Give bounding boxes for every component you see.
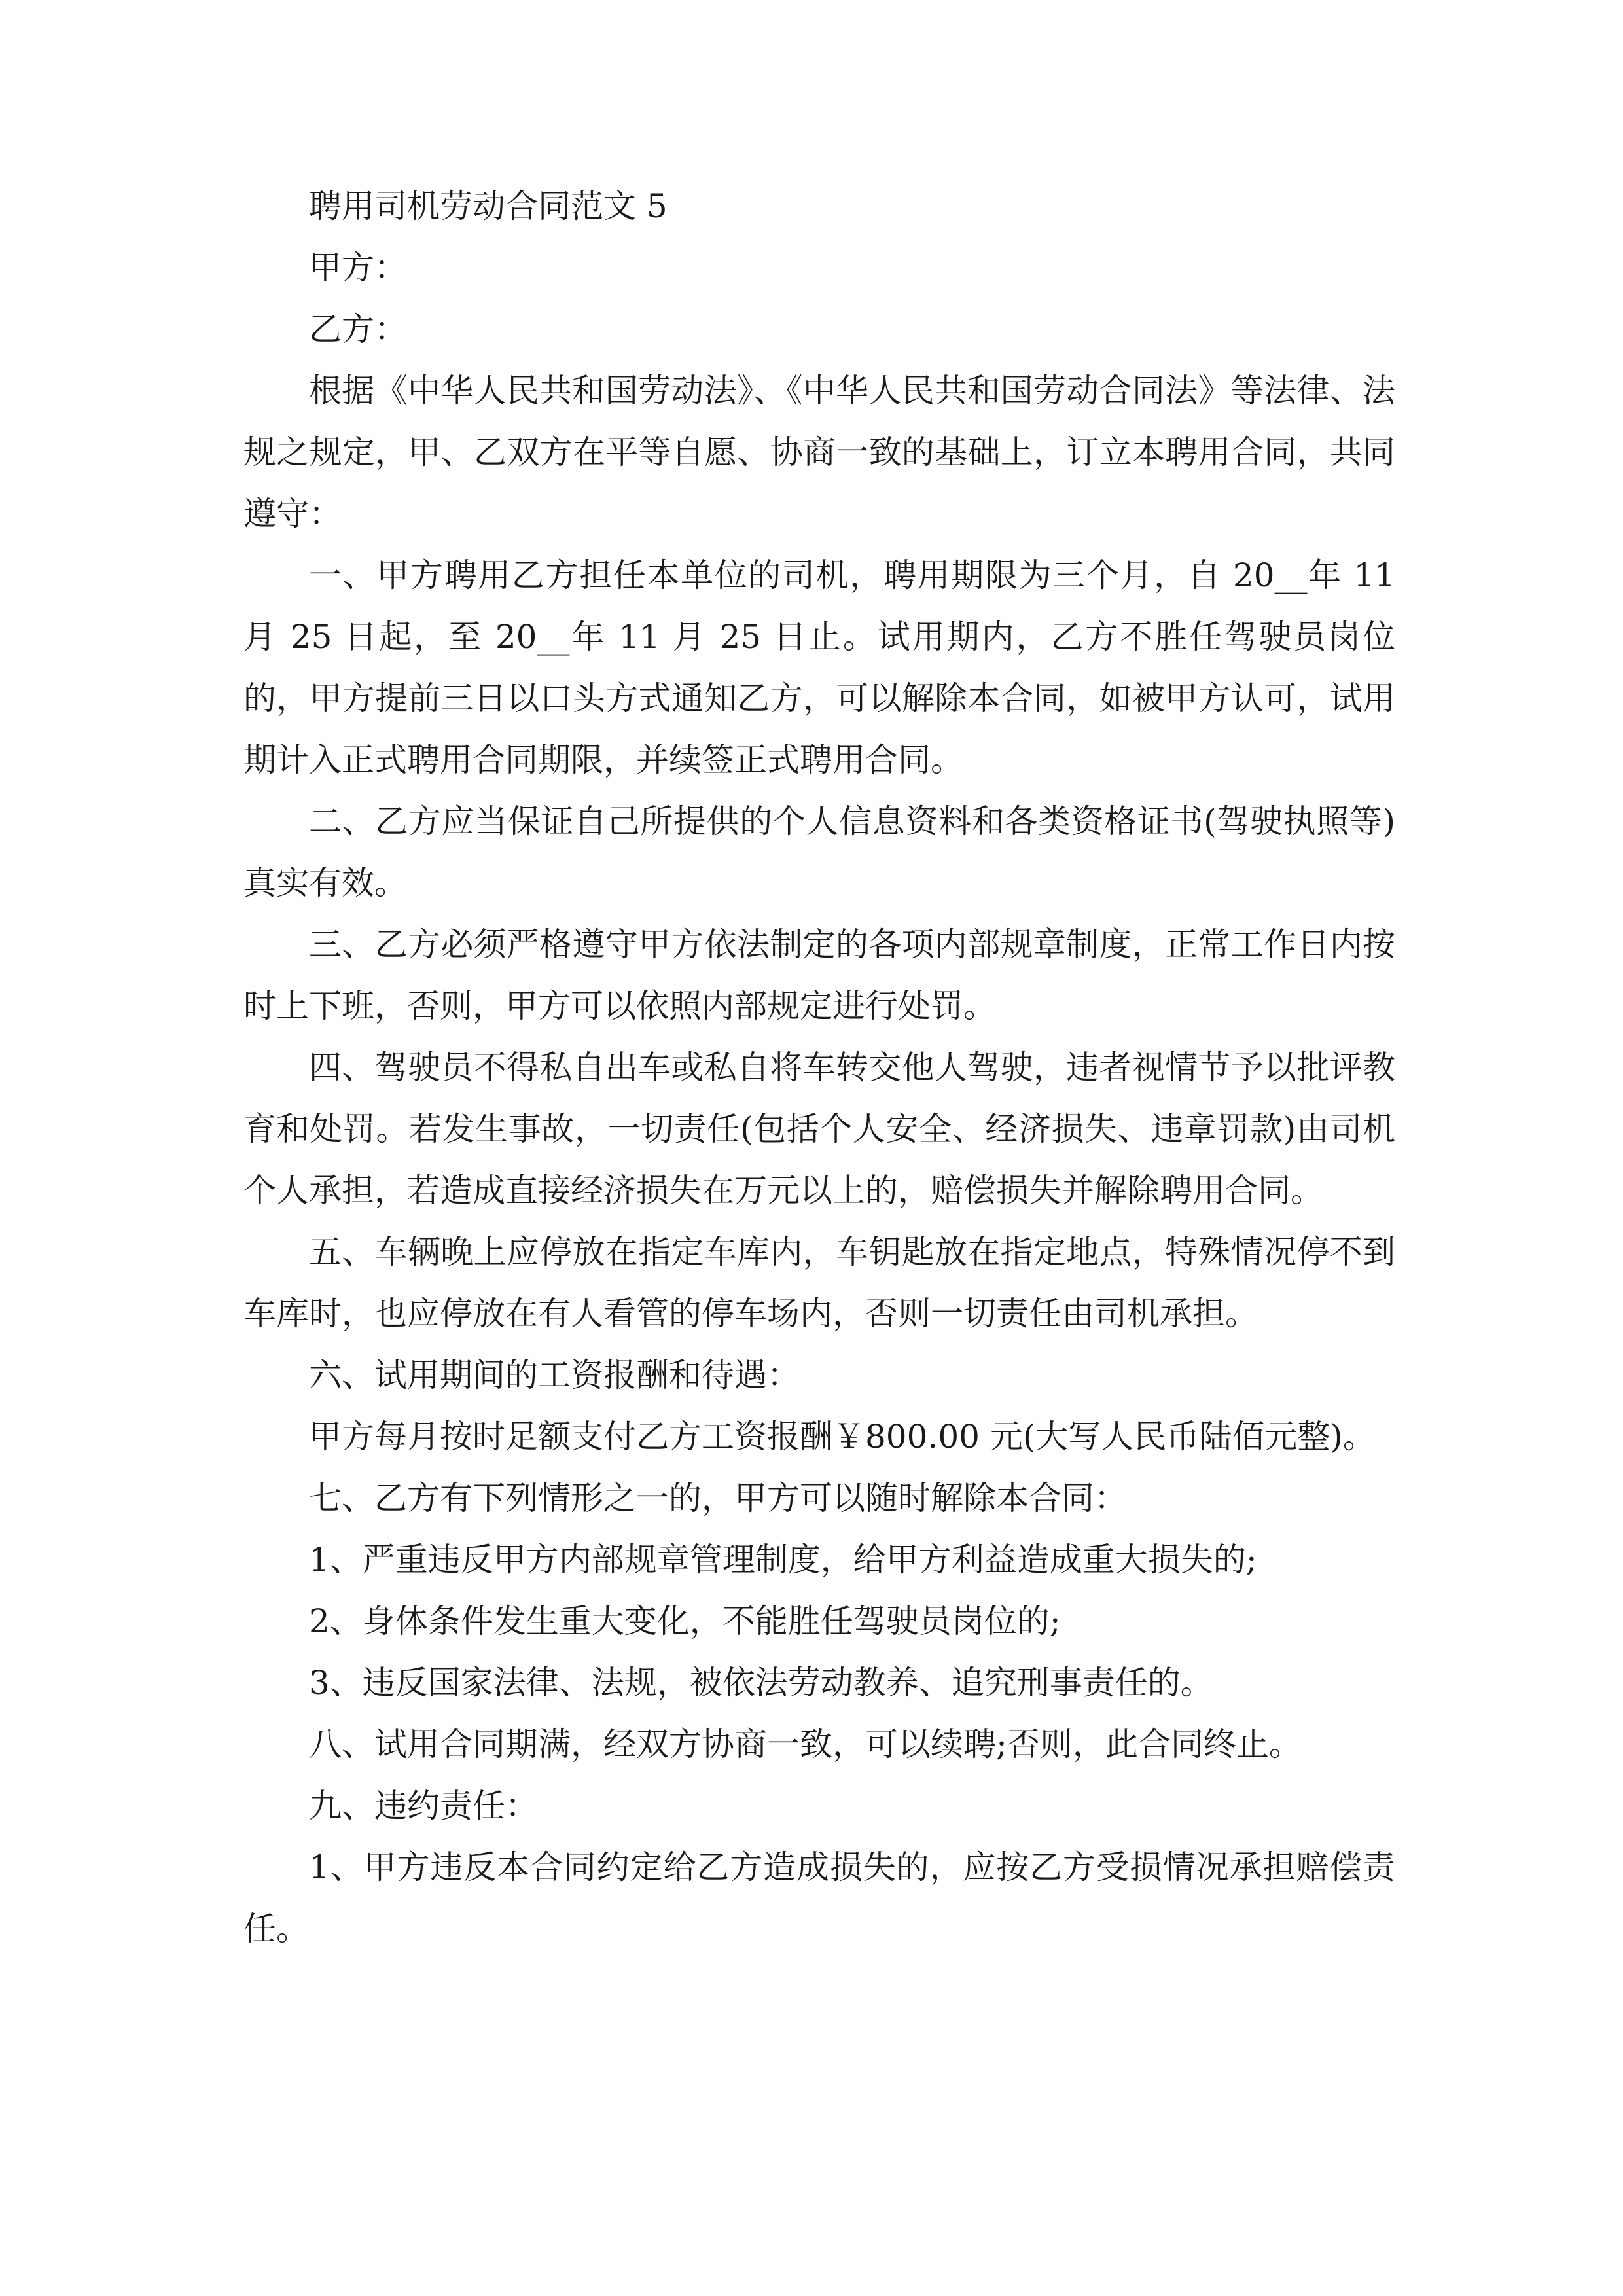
clause-6-heading: 六、试用期间的工资报酬和待遇： [309, 1356, 800, 1394]
clause-9-item-1: 1、甲方违反本合同约定给乙方造成损失的，应按乙方受损情况承担赔偿责任。 [243, 1848, 1395, 1948]
party-b-line: 乙方： [309, 310, 407, 348]
clause-1-paragraph: 一、甲方聘用乙方担任本单位的司机，聘用期限为三个月，自 20__年 11 月 25 日起，至 20__年 11 月 25 日止。试用期内，乙方不胜任驾驶员岗位的，甲方提前三日以口头方式通知乙方，可以解除本合同，如被甲方认可，试用期计入正式聘用合同期限，并续签正式聘用合同。 [243, 556, 1395, 779]
document-title: 聘用司机劳动合同范文 5 [309, 187, 668, 225]
clause-3-paragraph: 三、乙方必须严格遵守甲方依法制定的各项内部规章制度，正常工作日内按时上下班，否则，甲方可以依照内部规定进行处罚。 [243, 925, 1395, 1025]
clause-9-heading: 九、违约责任： [309, 1787, 538, 1825]
clause-8-paragraph: 八、试用合同期满，经双方协商一致，可以续聘;否则，此合同终止。 [309, 1725, 1302, 1763]
clause-5-paragraph: 五、车辆晚上应停放在指定车库内，车钥匙放在指定地点，特殊情况停不到车库时，也应停放在有人看管的停车场内，否则一切责任由司机承担。 [243, 1233, 1395, 1333]
clause-7-item-3: 3、违反国家法律、法规，被依法劳动教养、追究刑事责任的。 [309, 1664, 1213, 1702]
clause-7-heading: 七、乙方有下列情形之一的，甲方可以随时解除本合同： [309, 1479, 1127, 1517]
party-a-line: 甲方： [309, 249, 407, 287]
preamble-paragraph: 根据《中华人民共和国劳动法》、《中华人民共和国劳动合同法》等法律、法规之规定，甲、乙双方在平等自愿、协商一致的基础上，订立本聘用合同，共同遵守： [243, 372, 1395, 533]
clause-2-paragraph: 二、乙方应当保证自己所提供的个人信息资料和各类资格证书(驾驶执照等)真实有效。 [243, 802, 1395, 902]
clause-4-paragraph: 四、驾驶员不得私自出车或私自将车转交他人驾驶，违者视情节予以批评教育和处罚。若发生事故，一切责任(包括个人安全、经济损失、违章罚款)由司机个人承担，若造成直接经济损失在万元以上的，赔偿损失并解除聘用合同。 [243, 1049, 1395, 1210]
clause-6-salary-paragraph: 甲方每月按时足额支付乙方工资报酬￥800.00 元(大写人民币陆佰元整)。 [309, 1418, 1376, 1456]
clause-7-item-2: 2、身体条件发生重大变化，不能胜任驾驶员岗位的; [309, 1602, 1061, 1640]
document-body [243, 175, 1395, 1960]
clause-7-item-1: 1、严重违反甲方内部规章管理制度，给甲方利益造成重大损失的; [309, 1541, 1257, 1579]
